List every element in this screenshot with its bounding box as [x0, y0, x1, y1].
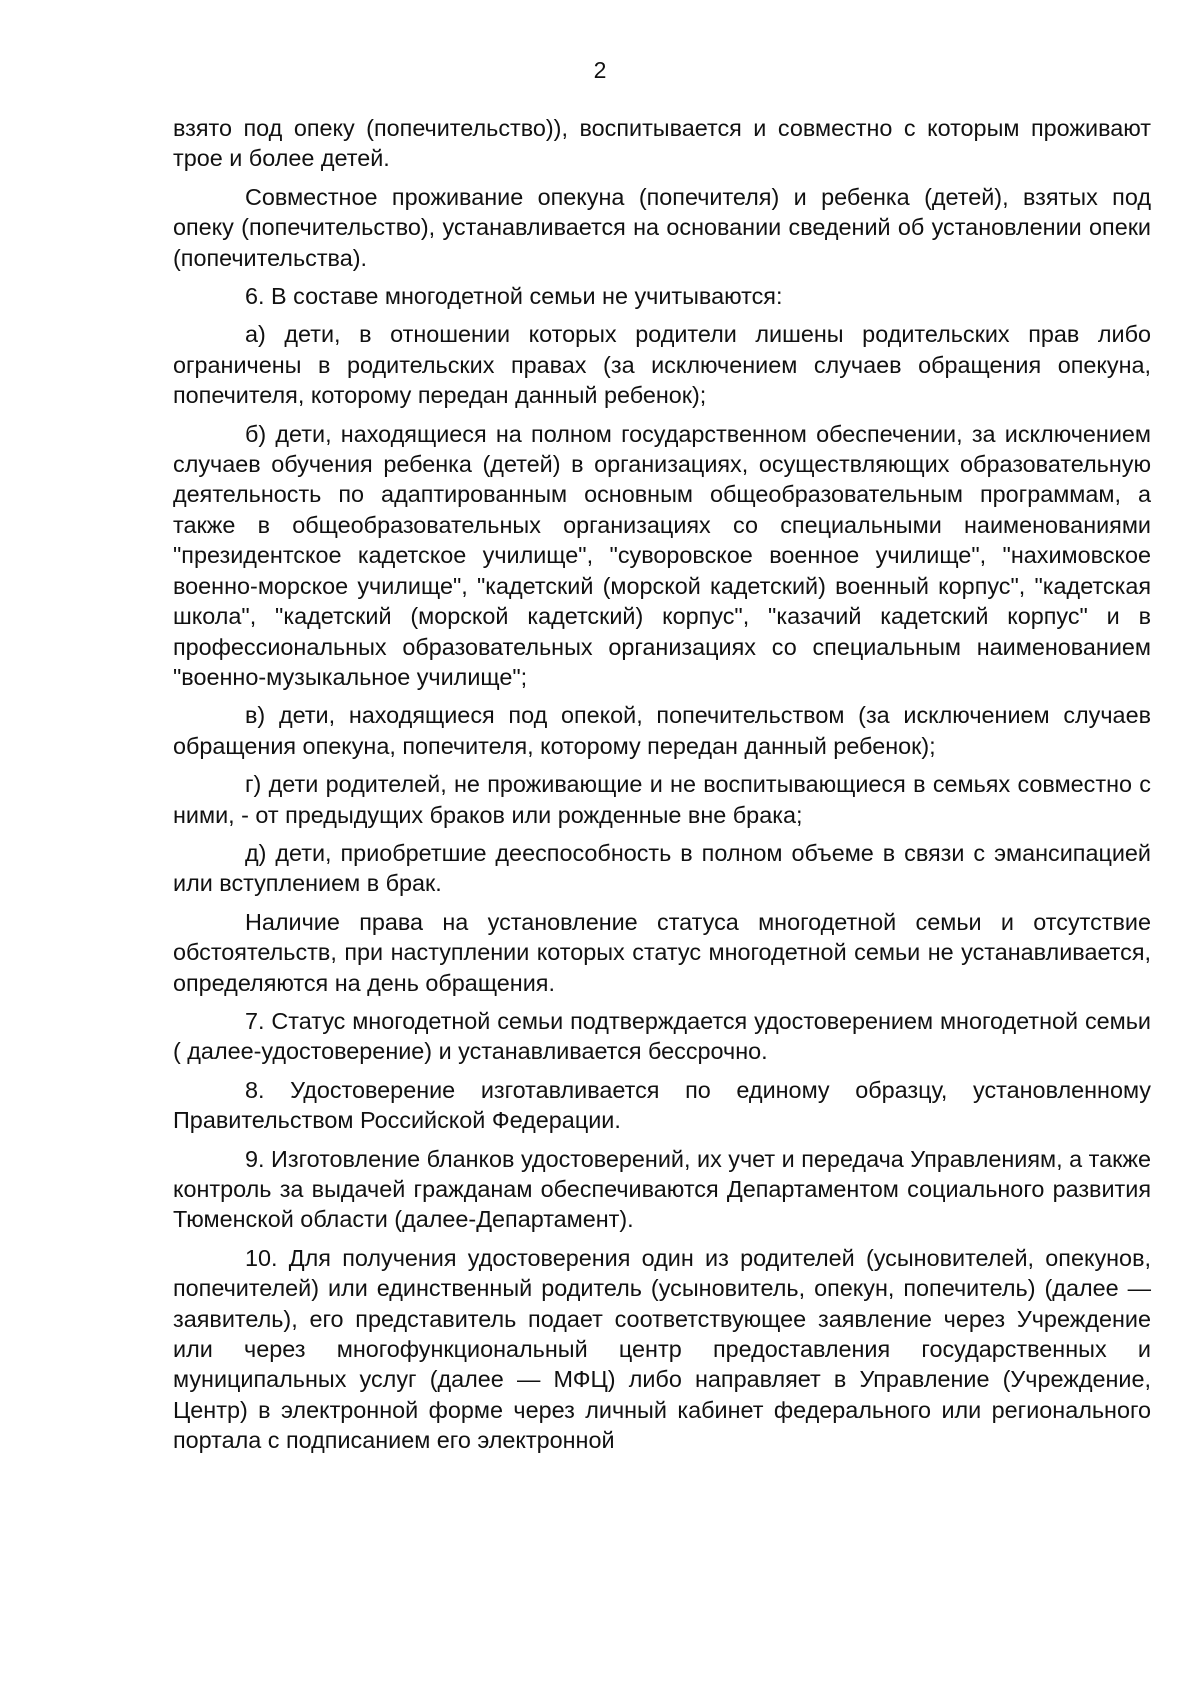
paragraph-item-10: 10. Для получения удостоверения один из родителей (усыновителей, опекунов, попечителей) или единственный родитель (усыновитель, опекун, попечитель) (далее — заявитель), его представитель подает соответствующее заявление через Учреждение или через многофункциональный центр предоставления государственных и муниципальных услуг (далее — МФЦ) либо направляет в Управление (Учреждение, Центр) в электронной форме через личный кабинет федерального или регионального портала с подписанием его электронной — [173, 1244, 1151, 1454]
paragraph-item-6g: г) дети родителей, не проживающие и не воспитывающиеся в семьях совместно с ними, - от предыдущих браков или рожденные вне брака; — [173, 771, 1151, 828]
paragraph-item-9: 9. Изготовление бланков удостоверений, их учет и передача Управлениям, а также контроль за выдачей гражданам обеспечиваются Департаментом социального развития Тюменской области (далее-Департамент). — [173, 1145, 1151, 1233]
paragraph-item-7: 7. Статус многодетной семьи подтверждается удостоверением многодетной семьи ( далее-удостоверение) и устанавливается бессрочно. — [173, 1007, 1151, 1065]
paragraph-item-6: 6. В составе многодетной семьи не учитываются: — [245, 283, 783, 310]
page-number: 2 — [593, 57, 607, 83]
paragraph-item-8: 8. Удостоверение изготавливается по единому образцу, установленному Правительством Российской Федерации. — [173, 1076, 1151, 1134]
paragraph-guardianship-continuation: взято под опеку (попечительство)), воспитывается и совместно с которым проживают трое и более детей. — [173, 115, 1151, 172]
document-body — [173, 113, 1151, 1464]
paragraph-item-6d: д) дети, приобретшие дееспособность в полном объеме в связи с эмансипацией или вступлением в брак. — [173, 839, 1151, 897]
paragraph-item-6b: б) дети, находящиеся на полном государственном обеспечении, за исключением случаев обучения ребенка (детей) в организациях, осуществляющих образовательную деятельность по адаптированным основным общеобразовательным программам, а также в общеобразовательных организациях со специальными наименованиями "президентское кадетское училище", "суворовское военное училище", "нахимовское военно-морское училище", "кадетский (морской кадетский) военный корпус", "кадетская школа", "кадетский (морской кадетский) корпус", "казачий кадетский корпус" и в профессиональных образовательных организациях со специальным наименованием "военно-музыкальное училище"; — [173, 420, 1151, 690]
paragraph-status-right: Наличие права на установление статуса многодетной семьи и отсутствие обстоятельств, при наступлении которых статус многодетной семьи не устанавливается, определяются на день обращения. — [173, 908, 1151, 996]
paragraph-cohabitation: Совместное проживание опекуна (попечителя) и ребенка (детей), взятых под опеку (попечительство), устанавливается на основании сведений об установлении опеки (попечительства). — [173, 183, 1151, 271]
paragraph-item-6a: а) дети, в отношении которых родители лишены родительских прав либо ограничены в родительских правах (за исключением случаев обращения опекуна, попечителя, которому передан данный ребенок); — [173, 321, 1151, 409]
paragraph-item-6v: в) дети, находящиеся под опекой, попечительством (за исключением случаев обращения опекуна, попечителя, которому передан данный ребенок); — [173, 702, 1151, 759]
